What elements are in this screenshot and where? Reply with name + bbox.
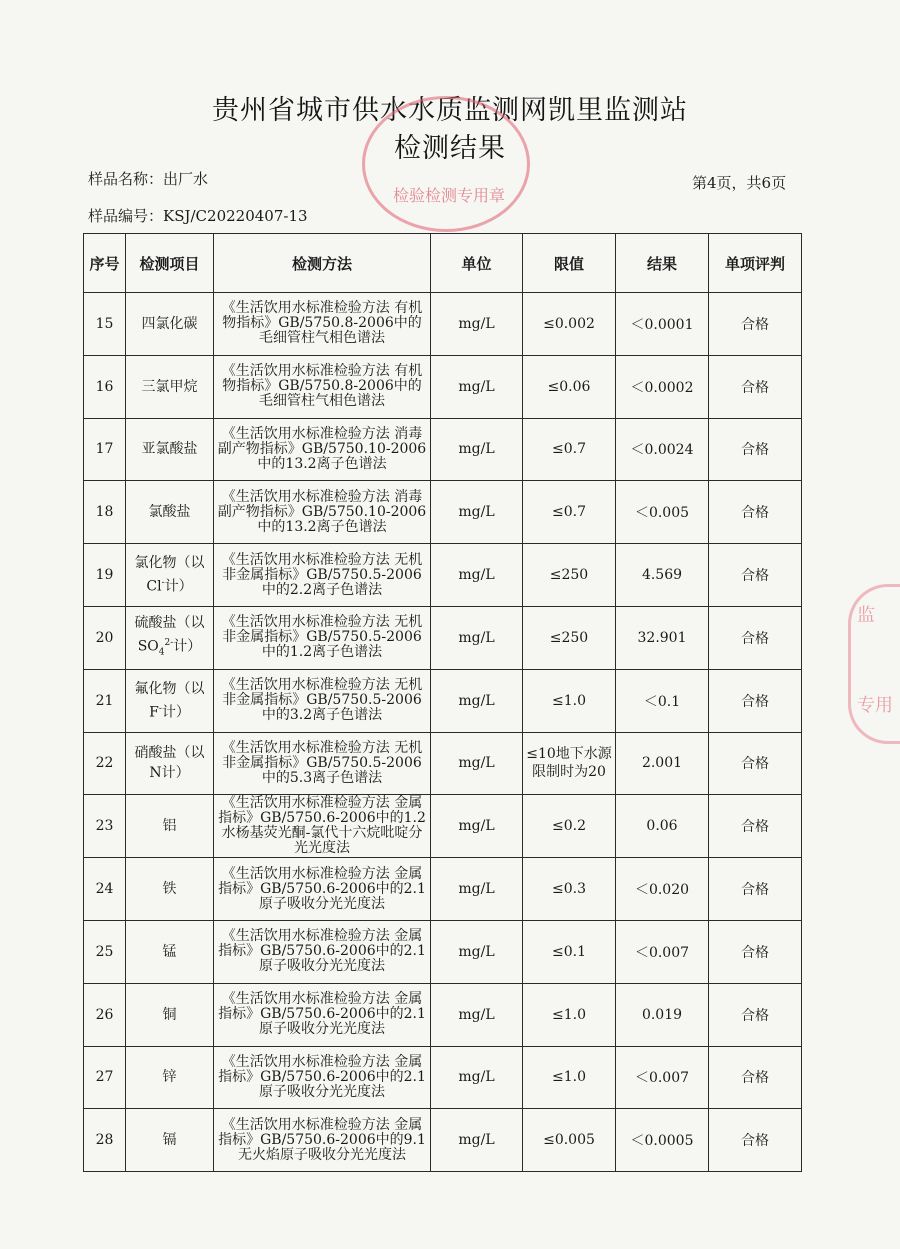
row-item: 四氯化碳 xyxy=(126,293,214,356)
row-item: 铁 xyxy=(126,858,214,921)
row-result: 2.001 xyxy=(616,732,709,795)
row-result: ＜0.0001 xyxy=(616,293,709,356)
row-unit: mg/L xyxy=(431,920,523,983)
row-item: 氯酸盐 xyxy=(126,481,214,544)
row-item: 锌 xyxy=(126,1046,214,1109)
row-no: 18 xyxy=(84,481,126,544)
row-unit: mg/L xyxy=(431,606,523,669)
row-item xyxy=(126,606,214,669)
row-item: 铝 xyxy=(126,795,214,858)
row-eval: 合格 xyxy=(709,355,802,418)
row-item: 铜 xyxy=(126,983,214,1046)
row-result: ＜0.0005 xyxy=(616,1109,709,1172)
side-seal-text-1: 监 xyxy=(857,605,875,626)
row-method: 《生活饮用水标准检验方法 金属指标》GB/5750.6-2006中的2.1原子吸收分光光度法 xyxy=(214,1046,431,1109)
report-subtitle: 检测结果 xyxy=(394,133,506,164)
row-eval: 合格 xyxy=(709,858,802,921)
row-limit: ≤250 xyxy=(523,606,616,669)
row-limit: ≤0.002 xyxy=(523,293,616,356)
row-unit: mg/L xyxy=(431,669,523,732)
row-result: ＜0.0024 xyxy=(616,418,709,481)
item-text-end: 计） xyxy=(161,704,190,721)
row-unit: mg/L xyxy=(431,481,523,544)
row-result: ＜0.1 xyxy=(616,669,709,732)
row-method: 《生活饮用水标准检验方法 有机物指标》GB/5750.8-2006中的毛细管柱气相色谱法 xyxy=(214,293,431,356)
row-result: 0.06 xyxy=(616,795,709,858)
header-no: 序号 xyxy=(84,234,126,293)
row-unit: mg/L xyxy=(431,418,523,481)
item-text-end: N计） xyxy=(149,765,190,782)
item-formula: SO xyxy=(137,638,159,655)
table-row xyxy=(84,1109,802,1172)
table-row xyxy=(84,858,802,921)
row-result: ＜0.007 xyxy=(616,920,709,983)
row-no: 15 xyxy=(84,293,126,356)
page-info: 第4页，共6页 xyxy=(692,174,787,192)
item-text: 氯化物（以 xyxy=(134,555,205,572)
row-result: ＜0.007 xyxy=(616,1046,709,1109)
row-no: 17 xyxy=(84,418,126,481)
item-formula-sup: - xyxy=(161,578,165,589)
side-seal-text-2: 专用 xyxy=(857,695,893,716)
table-row xyxy=(84,1046,802,1109)
row-no: 26 xyxy=(84,983,126,1046)
row-eval: 合格 xyxy=(709,795,802,858)
row-no: 22 xyxy=(84,732,126,795)
row-eval: 合格 xyxy=(709,606,802,669)
row-method: 《生活饮用水标准检验方法 有机物指标》GB/5750.8-2006中的毛细管柱气相色谱法 xyxy=(214,355,431,418)
row-item: 亚氯酸盐 xyxy=(126,418,214,481)
row-item xyxy=(126,544,214,607)
row-no: 24 xyxy=(84,858,126,921)
report-title: 贵州省城市供水水质监测网凯里监测站 xyxy=(212,95,688,126)
header-unit: 单位 xyxy=(431,234,523,293)
table-row xyxy=(84,795,802,858)
row-result: 32.901 xyxy=(616,606,709,669)
row-unit: mg/L xyxy=(431,544,523,607)
row-limit: ≤0.7 xyxy=(523,481,616,544)
row-eval: 合格 xyxy=(709,732,802,795)
table-row xyxy=(84,920,802,983)
row-item xyxy=(126,732,214,795)
header-limit: 限值 xyxy=(523,234,616,293)
row-result: ＜0.0002 xyxy=(616,355,709,418)
row-method: 《生活饮用水标准检验方法 消毒副产物指标》GB/5750.10-2006中的13.2离子色谱法 xyxy=(214,418,431,481)
header-result: 结果 xyxy=(616,234,709,293)
row-unit: mg/L xyxy=(431,858,523,921)
item-formula-sup: 2- xyxy=(164,638,174,649)
row-limit: ≤250 xyxy=(523,544,616,607)
item-text-end: 计） xyxy=(164,578,193,595)
row-limit: ≤1.0 xyxy=(523,983,616,1046)
row-result: 0.019 xyxy=(616,983,709,1046)
row-no: 23 xyxy=(84,795,126,858)
item-formula: Cl xyxy=(146,578,162,595)
row-limit: ≤0.2 xyxy=(523,795,616,858)
row-unit: mg/L xyxy=(431,795,523,858)
row-eval: 合格 xyxy=(709,544,802,607)
row-no: 19 xyxy=(84,544,126,607)
row-limit: ≤0.1 xyxy=(523,920,616,983)
header-method: 检测方法 xyxy=(214,234,431,293)
table-row xyxy=(84,606,802,669)
row-limit: ≤10地下水源限制时为20 xyxy=(523,732,616,795)
row-limit: ≤1.0 xyxy=(523,669,616,732)
item-text-end: 计） xyxy=(173,638,202,655)
row-limit: ≤0.3 xyxy=(523,858,616,921)
row-method: 《生活饮用水标准检验方法 金属指标》GB/5750.6-2006中的2.1原子吸收分光光度法 xyxy=(214,920,431,983)
item-formula-sub: 4 xyxy=(158,647,165,658)
row-unit: mg/L xyxy=(431,355,523,418)
header-item: 检测项目 xyxy=(126,234,214,293)
row-method: 《生活饮用水标准检验方法 金属指标》GB/5750.6-2006中的9.1无火焰原子吸收分光光度法 xyxy=(214,1109,431,1172)
row-result: ＜0.005 xyxy=(616,481,709,544)
table-row xyxy=(84,983,802,1046)
side-seal xyxy=(848,584,900,744)
sample-name: 样品名称：出厂水 xyxy=(88,170,209,188)
row-method: 《生活饮用水标准检验方法 金属指标》GB/5750.6-2006中的1.2水杨基荧光酮-氯代十六烷吡啶分光光度法 xyxy=(214,795,431,858)
item-text: 硝酸盐（以 xyxy=(134,745,205,762)
row-no: 20 xyxy=(84,606,126,669)
table-row xyxy=(84,355,802,418)
row-eval: 合格 xyxy=(709,983,802,1046)
item-formula: F xyxy=(149,704,159,721)
row-item xyxy=(126,669,214,732)
row-eval: 合格 xyxy=(709,1046,802,1109)
row-unit: mg/L xyxy=(431,293,523,356)
row-item: 镉 xyxy=(126,1109,214,1172)
table-row xyxy=(84,481,802,544)
item-text: 硫酸盐（以 xyxy=(134,615,205,632)
row-unit: mg/L xyxy=(431,983,523,1046)
header-eval: 单项评判 xyxy=(709,234,802,293)
row-eval: 合格 xyxy=(709,293,802,356)
row-method: 《生活饮用水标准检验方法 金属指标》GB/5750.6-2006中的2.1原子吸收分光光度法 xyxy=(214,983,431,1046)
row-result: 4.569 xyxy=(616,544,709,607)
item-text: 氟化物（以 xyxy=(134,680,205,697)
row-method: 《生活饮用水标准检验方法 金属指标》GB/5750.6-2006中的2.1原子吸收分光光度法 xyxy=(214,858,431,921)
row-limit: ≤0.7 xyxy=(523,418,616,481)
row-limit: ≤0.06 xyxy=(523,355,616,418)
row-item: 锰 xyxy=(126,920,214,983)
row-unit: mg/L xyxy=(431,732,523,795)
row-no: 21 xyxy=(84,669,126,732)
official-seal-text: 检验检测专用章 xyxy=(392,186,505,205)
table-row xyxy=(84,293,802,356)
row-limit: ≤1.0 xyxy=(523,1046,616,1109)
item-formula-sup: - xyxy=(158,703,162,714)
row-eval: 合格 xyxy=(709,669,802,732)
row-method: 《生活饮用水标准检验方法 无机非金属指标》GB/5750.5-2006中的3.2离子色谱法 xyxy=(214,669,431,732)
row-item: 三氯甲烷 xyxy=(126,355,214,418)
sample-number: 样品编号：KSJ/C20220407-13 xyxy=(88,207,308,225)
row-method: 《生活饮用水标准检验方法 无机非金属指标》GB/5750.5-2006中的1.2离子色谱法 xyxy=(214,606,431,669)
row-eval: 合格 xyxy=(709,1109,802,1172)
row-unit: mg/L xyxy=(431,1109,523,1172)
row-eval: 合格 xyxy=(709,481,802,544)
row-limit: ≤0.005 xyxy=(523,1109,616,1172)
row-no: 28 xyxy=(84,1109,126,1172)
table-header-row xyxy=(84,234,802,293)
row-method: 《生活饮用水标准检验方法 无机非金属指标》GB/5750.5-2006中的2.2离子色谱法 xyxy=(214,544,431,607)
row-method: 《生活饮用水标准检验方法 消毒副产物指标》GB/5750.10-2006中的13.2离子色谱法 xyxy=(214,481,431,544)
table-row xyxy=(84,544,802,607)
results-table xyxy=(83,233,802,1172)
row-no: 27 xyxy=(84,1046,126,1109)
row-result: ＜0.020 xyxy=(616,858,709,921)
row-no: 16 xyxy=(84,355,126,418)
table-row xyxy=(84,732,802,795)
table-row xyxy=(84,418,802,481)
row-method: 《生活饮用水标准检验方法 无机非金属指标》GB/5750.5-2006中的5.3离子色谱法 xyxy=(214,732,431,795)
row-eval: 合格 xyxy=(709,418,802,481)
table-row xyxy=(84,669,802,732)
row-no: 25 xyxy=(84,920,126,983)
row-eval: 合格 xyxy=(709,920,802,983)
row-unit: mg/L xyxy=(431,1046,523,1109)
